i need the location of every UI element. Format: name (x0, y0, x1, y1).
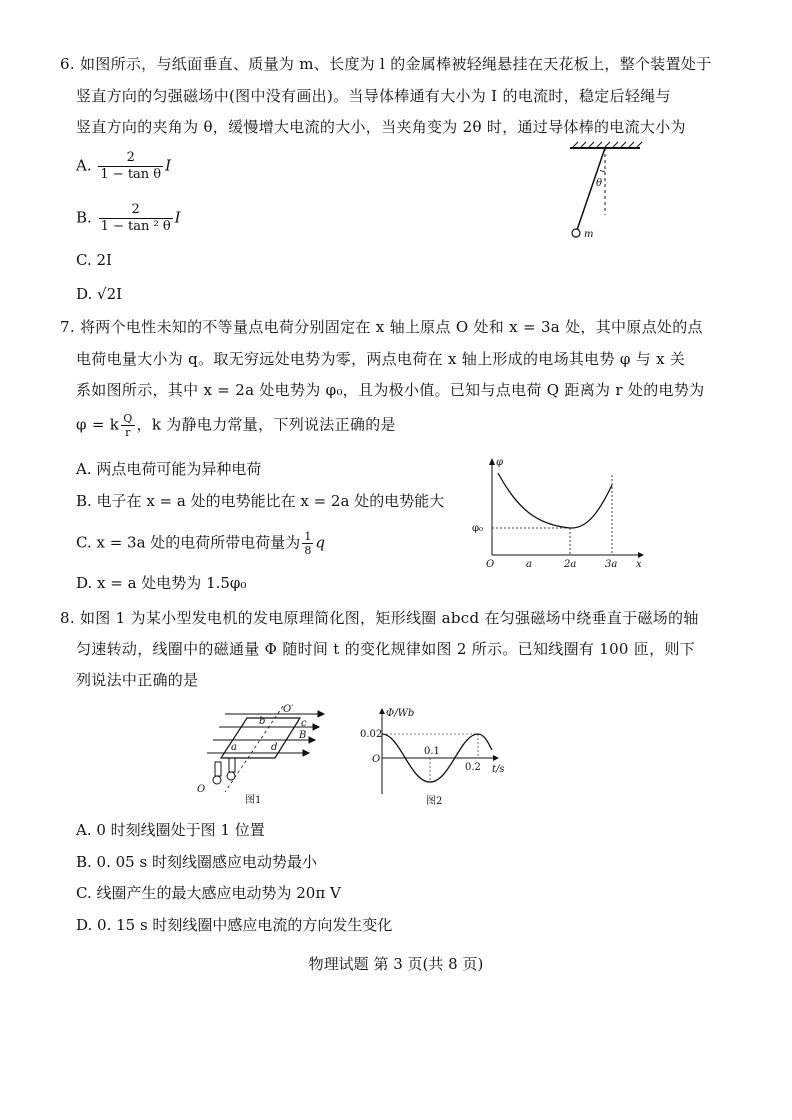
q8-fig1-caption: 图1 (245, 795, 262, 806)
q8-fig2-flux-graph (360, 706, 510, 806)
q8-fig2-x-label: t/s (492, 764, 505, 775)
q8-fig2-caption: 图2 (426, 796, 443, 807)
q8-fig2-y-tick: 0.02 (360, 729, 383, 740)
q8-fig2-x-tick-1: 0.1 (424, 746, 440, 757)
q7-option-a: A. 两点电荷可能为异种电荷 (76, 460, 262, 478)
q6-stem-line-1: 6. 如图所示，与纸面垂直、质量为 m、长度为 l 的金属棒被轻绳悬挂在天花板上，整个装置处于 (60, 55, 712, 73)
q7-option-d: D. x = a 处电势为 1.5φ₀ (76, 574, 247, 592)
q8-option-d: D. 0. 15 s 时刻线圈中感应电流的方向发生变化 (76, 916, 393, 934)
q8-option-a: A. 0 时刻线圈处于图 1 位置 (76, 821, 265, 839)
q8-option-b: B. 0. 05 s 时刻线圈感应电动势最小 (76, 853, 317, 871)
q7-option-c: C. x = 3a 处的电荷所带电荷量为 $\frac{1}{8}$ q (76, 530, 325, 557)
q6-stem-line-3: 竖直方向的夹角为 θ，缓慢增大电流的大小，当夹角变为 2θ 时，通过导体棒的电流大小为 (76, 118, 686, 136)
q7-phi0-label: φ₀ (472, 523, 484, 534)
q7-x-axis-label: x (636, 559, 642, 570)
q7-tick-2a: 2a (564, 559, 577, 570)
q8-fig2-x-tick-2: 0.2 (465, 762, 481, 773)
q7-stem-line-3: 系如图所示，其中 x = 2a 处电势为 φ₀，且为极小值。已知与点电荷 Q 距离为 r 处的电势为 (76, 381, 705, 399)
q8-fig1-generator (195, 700, 340, 810)
q8-stem-line-2: 匀速转动，线圈中的磁通量 Φ 随时间 t 的变化规律如图 2 所示。已知线圈有 100 匝，则下 (76, 640, 696, 658)
q7-tick-3a: 3a (605, 559, 618, 570)
q7-stem-line-1: 7. 将两个电性未知的不等量点电荷分别固定在 x 轴上原点 O 处和 x = 3a 处，其中原点处的点 (60, 318, 703, 336)
q6-pendulum-figure (560, 140, 650, 250)
q6-option-b: B. $\frac{2}{\text{1 − tan ² θ}}$ I (76, 202, 181, 234)
q8-fig1-label-o-top: O′ (283, 704, 294, 715)
q8-fig1-label-a: a (231, 742, 237, 753)
q7-tick-a: a (526, 559, 532, 570)
q7-stem-line-2: 电荷电量大小为 q。取无穷远处电势为零，两点电荷在 x 轴上形成的电场其电势 φ 与 x 关 (76, 350, 686, 368)
q8-fig1-label-d: d (271, 742, 278, 753)
q8-fig1-label-b-field: B (299, 730, 307, 741)
q6-angle-label: θ (596, 178, 603, 189)
q8-stem-line-3: 列说法中正确的是 (76, 671, 199, 689)
q8-fig1-label-o-bottom: O (197, 784, 206, 795)
q7-y-axis-label: φ (496, 457, 504, 468)
q7-formula-line: φ = k $\frac{Q}{r}$ ，k 为静电力常量，下列说法正确的是 (76, 412, 396, 439)
q8-fig1-label-c: c (301, 718, 307, 729)
q7-option-b: B. 电子在 x = a 处的电势能比在 x = 2a 处的电势能大 (76, 492, 445, 510)
q6-stem-line-2: 竖直方向的匀强磁场中(图中没有画出)。当导体棒通有大小为 I 的电流时，稳定后轻绳与 (76, 87, 671, 105)
q8-fig2-origin: O (372, 754, 381, 765)
q8-stem-line-1: 8. 如图 1 为某小型发电机的发电原理简化图，矩形线圈 abcd 在匀强磁场中绕垂直于磁场的轴 (60, 609, 699, 627)
q6-option-d: D. √2I (76, 285, 123, 303)
page-footer: 物理试题 第 3 页(共 8 页) (308, 955, 484, 973)
q6-option-c: C. 2I (76, 251, 112, 269)
q8-fig2-y-label: Φ/Wb (386, 708, 415, 719)
q6-option-a: A. $\frac{2}{\text{1 − tan θ}}$ I (76, 150, 172, 182)
q7-potential-graph (472, 455, 648, 570)
q7-origin-label: O (486, 559, 495, 570)
q8-fig1-label-b: b (259, 716, 266, 727)
q6-mass-label: m (584, 229, 594, 240)
q8-option-c: C. 线圈产生的最大感应电动势为 20π V (76, 884, 341, 902)
